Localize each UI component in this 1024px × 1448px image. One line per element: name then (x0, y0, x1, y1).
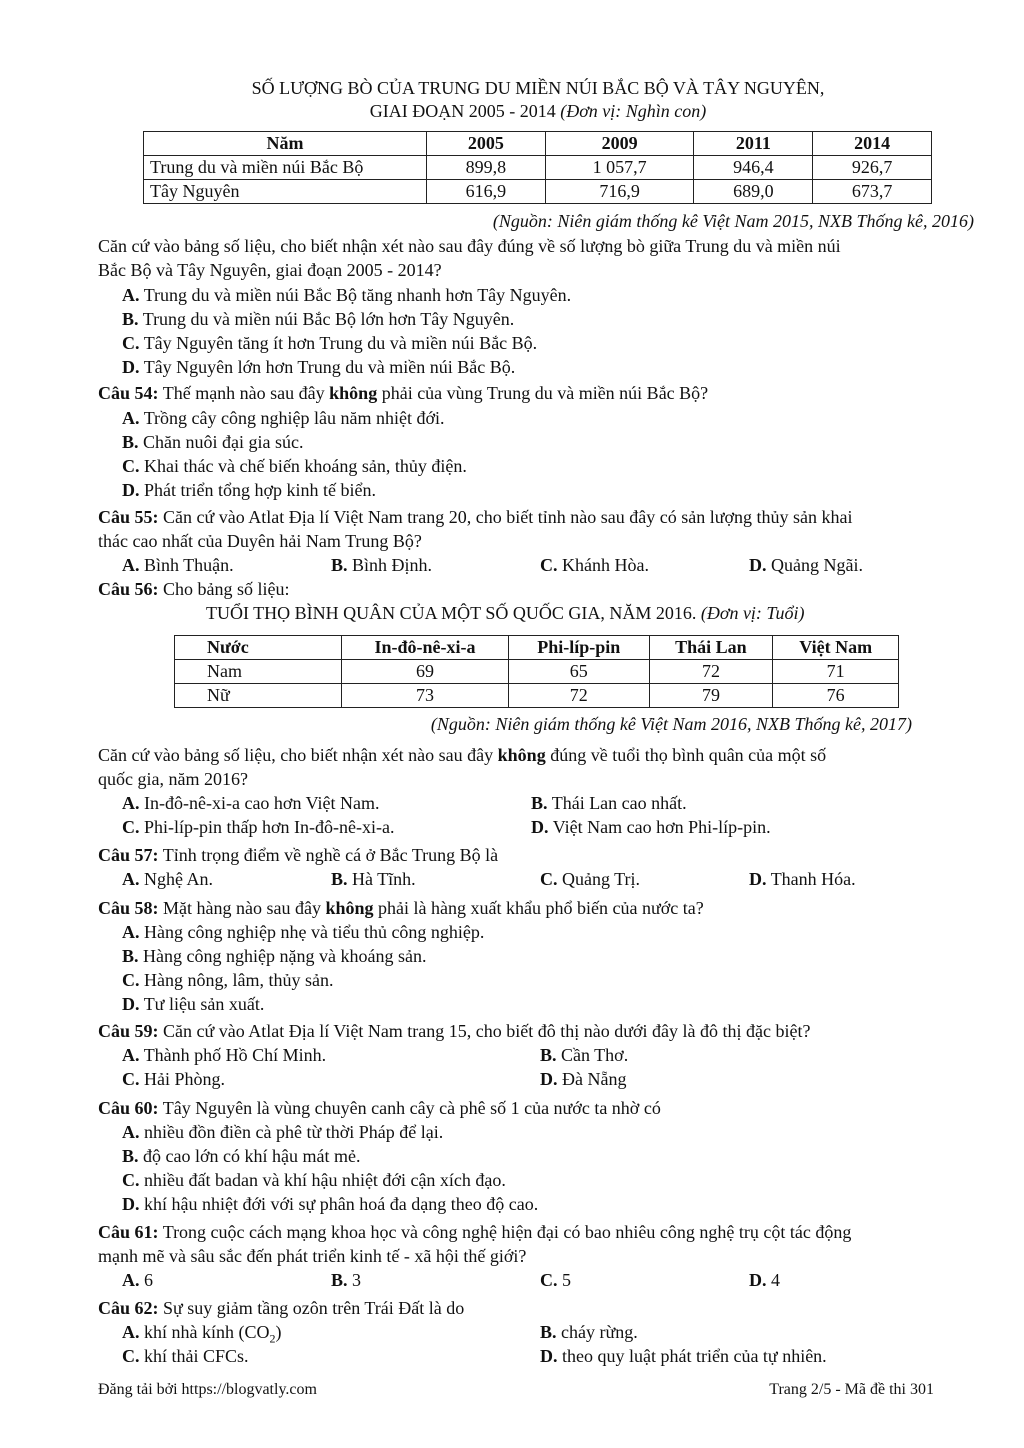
table2-cell: 65 (508, 660, 649, 684)
q56-stem: Câu 56: Cho bảng số liệu: (98, 579, 290, 599)
question-number: Câu 62: (98, 1298, 159, 1318)
table1-header: 2011 (694, 132, 813, 156)
table1-cell: 899,8 (427, 156, 546, 180)
q54-stem: Câu 54: Thế mạnh nào sau đây không phải của vùng Trung du và miền núi Bắc Bộ? (98, 383, 709, 403)
q56-option-a[interactable]: A. In-đô-nê-xi-a cao hơn Việt Nam. (122, 793, 380, 813)
table-row (175, 660, 899, 684)
q62-option-b[interactable]: B. cháy rừng. (540, 1322, 638, 1342)
q61-option-b[interactable]: B. 3 (331, 1270, 362, 1290)
table1-source: (Nguồn: Niên giám thống kê Việt Nam 2015, NXB Thống kê, 2016) (492, 211, 974, 231)
question-number: Câu 59: (98, 1021, 159, 1041)
table1-header: 2005 (427, 132, 546, 156)
q59-option-c[interactable]: C. Hải Phòng. (122, 1069, 225, 1089)
q54-option-d[interactable]: D. Phát triển tổng hợp kinh tế biển. (122, 480, 376, 500)
q61-stem-line1: Câu 61: Trong cuộc cách mạng khoa học và công nghệ hiện đại có bao nhiêu công nghệ trụ cột tác động (98, 1222, 852, 1242)
q58-option-d[interactable]: D. Tư liệu sản xuất. (122, 994, 265, 1014)
q54-option-b[interactable]: B. Chăn nuôi đại gia súc. (122, 432, 304, 452)
table1-cell: 926,7 (813, 156, 932, 180)
q58-option-c[interactable]: C. Hàng nông, lâm, thủy sản. (122, 970, 334, 990)
q56-question-line1: Căn cứ vào bảng số liệu, cho biết nhận xét nào sau đây không đúng về tuổi thọ bình quân của một số (98, 745, 827, 765)
table-row (175, 684, 899, 708)
q54-option-a[interactable]: A. Trồng cây công nghiệp lâu năm nhiệt đới. (122, 408, 445, 428)
table1-header: 2009 (545, 132, 694, 156)
footer-left: Đăng tải bởi https://blogvatly.com (98, 1381, 317, 1398)
q57-option-a[interactable]: A. Nghệ An. (122, 869, 213, 889)
table2-cell: 79 (649, 684, 773, 708)
table1-cell: 946,4 (694, 156, 813, 180)
q61-stem-line2: mạnh mẽ và sâu sắc đến phát triển kinh tế - xã hội thế giới? (98, 1246, 527, 1266)
question-number: Câu 55: (98, 507, 159, 527)
q58-stem: Câu 58: Mặt hàng nào sau đây không phải là hàng xuất khẩu phổ biến của nước ta? (98, 898, 704, 918)
q53-option-b[interactable]: B. Trung du và miền núi Bắc Bộ lớn hơn Tây Nguyên. (122, 309, 515, 329)
table2-unit: (Đơn vị: Tuổi) (700, 603, 805, 623)
table2-header: Nước (175, 636, 342, 660)
table1-title-line1: SỐ LƯỢNG BÒ CỦA TRUNG DU MIỀN NÚI BẮC BỘ VÀ TÂY NGUYÊN, (251, 78, 825, 98)
question-number: Câu 57: (98, 845, 159, 865)
q61-option-a[interactable]: A. 6 (122, 1270, 153, 1290)
q55-stem-line2: thác cao nhất của Duyên hải Nam Trung Bộ? (98, 531, 422, 551)
q57-stem: Câu 57: Tỉnh trọng điểm về nghề cá ở Bắc Trung Bộ là (98, 845, 499, 865)
table1-header: 2014 (813, 132, 932, 156)
question-number: Câu 60: (98, 1098, 159, 1118)
q53-option-d[interactable]: D. Tây Nguyên lớn hơn Trung du và miền núi Bắc Bộ. (122, 357, 516, 377)
q62-stem: Câu 62: Sự suy giảm tầng ozôn trên Trái Đất là do (98, 1298, 465, 1318)
q58-option-a[interactable]: A. Hàng công nghiệp nhẹ và tiểu thủ công nghiệp. (122, 922, 485, 942)
q55-option-b[interactable]: B. Bình Định. (331, 555, 433, 575)
q53-stem-line1: Căn cứ vào bảng số liệu, cho biết nhận xét nào sau đây đúng về số lượng bò giữa Trung du và miền núi (98, 236, 841, 256)
q62-option-c[interactable]: C. khí thải CFCs. (122, 1346, 249, 1366)
q61-option-c[interactable]: C. 5 (540, 1270, 571, 1290)
table2-cell: Nữ (175, 684, 342, 708)
q53-stem-line2: Bắc Bộ và Tây Nguyên, giai đoạn 2005 - 2014? (98, 260, 442, 280)
question-number: Câu 56: (98, 579, 159, 599)
table1-cell: 716,9 (545, 180, 694, 204)
q60-option-b[interactable]: B. độ cao lớn có khí hậu mát mẻ. (122, 1146, 361, 1166)
table2-header: Việt Nam (773, 636, 899, 660)
table2-cell: 73 (342, 684, 509, 708)
table2-header: In-đô-nê-xi-a (342, 636, 509, 660)
table1-cell: Tây Nguyên (144, 180, 427, 204)
q57-option-d[interactable]: D. Thanh Hóa. (749, 869, 856, 889)
q53-option-c[interactable]: C. Tây Nguyên tăng ít hơn Trung du và miền núi Bắc Bộ. (122, 333, 538, 353)
q56-option-d[interactable]: D. Việt Nam cao hơn Phi-líp-pin. (531, 817, 771, 837)
q55-option-a[interactable]: A. Bình Thuận. (122, 555, 234, 575)
table1-unit: (Đơn vị: Nghìn con) (560, 101, 707, 121)
q59-option-d[interactable]: D. Đà Nẵng (540, 1069, 627, 1089)
table1-title-period: GIAI ĐOẠN 2005 - 2014 (369, 101, 556, 121)
table1-cell: 673,7 (813, 180, 932, 204)
q56-question-line2: quốc gia, năm 2016? (98, 769, 248, 789)
question-number: Câu 54: (98, 383, 159, 403)
table1 (143, 131, 932, 204)
q60-option-a[interactable]: A. nhiều đồn điền cà phê từ thời Pháp để lại. (122, 1122, 444, 1142)
q57-option-b[interactable]: B. Hà Tĩnh. (331, 869, 416, 889)
table2-cell: 76 (773, 684, 899, 708)
q60-option-c[interactable]: C. nhiều đất badan và khí hậu nhiệt đới cận xích đạo. (122, 1170, 506, 1190)
q54-option-c[interactable]: C. Khai thác và chế biến khoáng sản, thủy điện. (122, 456, 467, 476)
table2 (174, 635, 899, 708)
q59-option-b[interactable]: B. Cần Thơ. (540, 1045, 629, 1065)
q55-stem-line1: Câu 55: Căn cứ vào Atlat Địa lí Việt Nam trang 20, cho biết tỉnh nào sau đây có sản lượng thủy sản khai (98, 507, 853, 527)
q56-option-c[interactable]: C. Phi-líp-pin thấp hơn In-đô-nê-xi-a. (122, 817, 395, 837)
q61-option-d[interactable]: D. 4 (749, 1270, 780, 1290)
q60-option-d[interactable]: D. khí hậu nhiệt đới với sự phân hoá đa dạng theo độ cao. (122, 1194, 539, 1214)
table2-cell: 71 (773, 660, 899, 684)
q55-option-c[interactable]: C. Khánh Hòa. (540, 555, 649, 575)
q55-option-d[interactable]: D. Quảng Ngãi. (749, 555, 863, 575)
table2-title: TUỔI THỌ BÌNH QUÂN CỦA MỘT SỐ QUỐC GIA, NĂM 2016. (Đơn vị: Tuổi) (206, 603, 805, 623)
table2-cell: 72 (508, 684, 649, 708)
table2-header: Phi-líp-pin (508, 636, 649, 660)
table1-cell: 616,9 (427, 180, 546, 204)
q58-option-b[interactable]: B. Hàng công nghiệp nặng và khoáng sản. (122, 946, 427, 966)
table2-cell: 69 (342, 660, 509, 684)
q57-option-c[interactable]: C. Quảng Trị. (540, 869, 641, 889)
table1-cell: Trung du và miền núi Bắc Bộ (144, 156, 427, 180)
table1-cell: 689,0 (694, 180, 813, 204)
table2-cell: 72 (649, 660, 773, 684)
q53-option-a[interactable]: A. Trung du và miền núi Bắc Bộ tăng nhanh hơn Tây Nguyên. (122, 285, 572, 305)
table2-header: Thái Lan (649, 636, 773, 660)
q59-option-a[interactable]: A. Thành phố Hồ Chí Minh. (122, 1045, 327, 1065)
q59-stem: Câu 59: Căn cứ vào Atlat Địa lí Việt Nam trang 15, cho biết đô thị nào dưới đây là đô thị đặc biệt? (98, 1021, 811, 1041)
q62-option-a[interactable]: A. khí nhà kính $(CO_2)$ (122, 1322, 282, 1346)
question-number: Câu 61: (98, 1222, 159, 1242)
table2-source: (Nguồn: Niên giám thống kê Việt Nam 2016, NXB Thống kê, 2017) (430, 714, 912, 734)
question-number: Câu 58: (98, 898, 159, 918)
table1-title-line2 (98, 99, 978, 123)
table-row (144, 156, 932, 180)
table-row (144, 180, 932, 204)
q60-stem: Câu 60: Tây Nguyên là vùng chuyên canh cây cà phê số 1 của nước ta nhờ có (98, 1098, 661, 1118)
table2-cell: Nam (175, 660, 342, 684)
q62-option-d[interactable]: D. theo quy luật phát triển của tự nhiên. (540, 1346, 827, 1366)
table1-cell: 1 057,7 (545, 156, 694, 180)
table1-header: Năm (144, 132, 427, 156)
footer-right: Trang 2/5 - Mã đề thi 301 (769, 1381, 934, 1398)
q56-option-b[interactable]: B. Thái Lan cao nhất. (531, 793, 687, 813)
